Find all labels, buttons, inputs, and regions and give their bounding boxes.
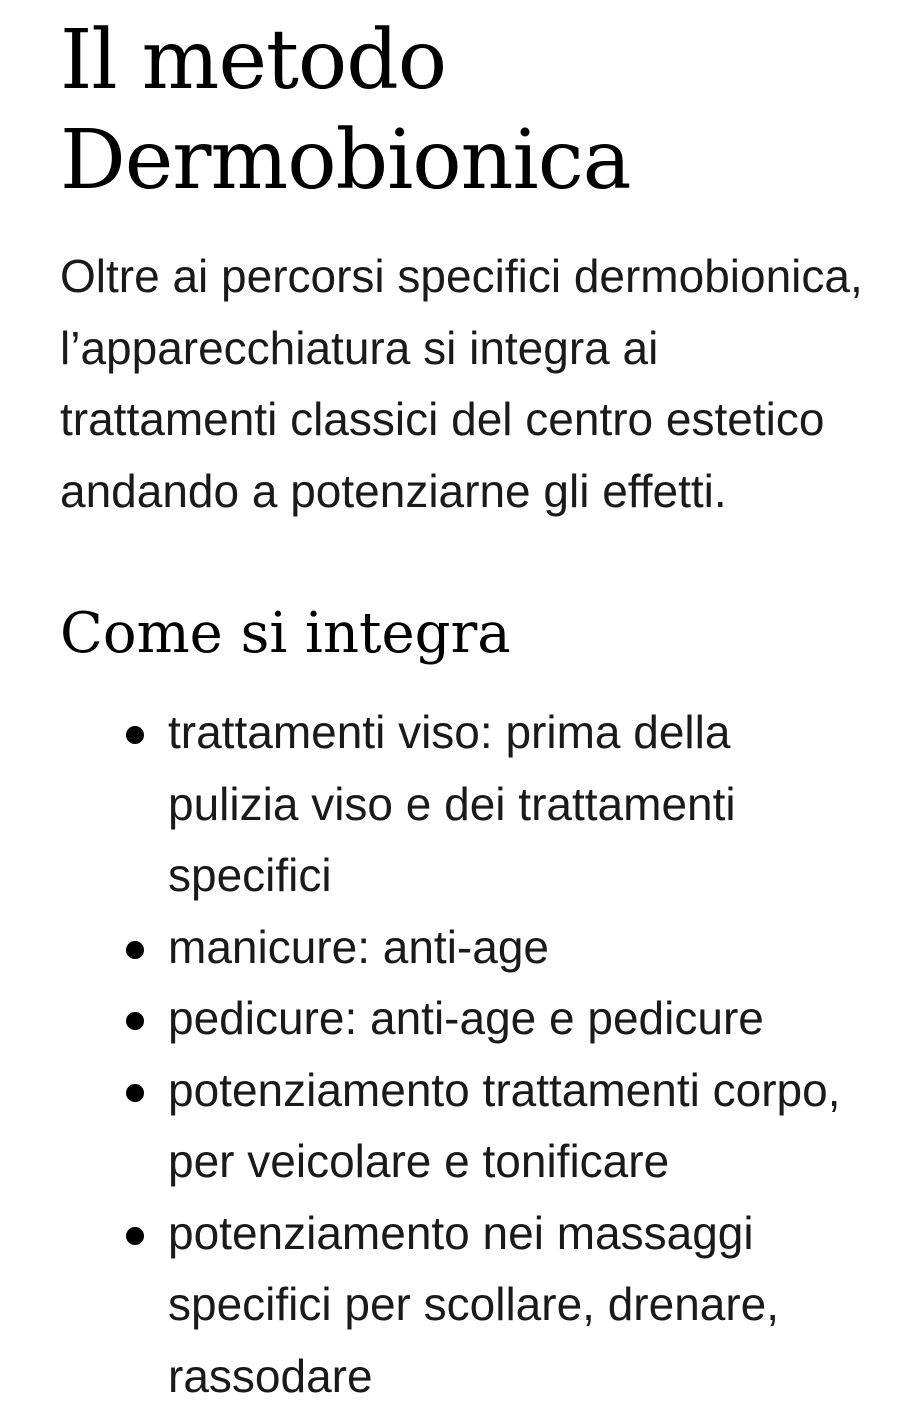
bullet-icon [126,726,144,744]
list-item [60,697,866,912]
integration-list [60,697,866,1404]
list-item [60,1055,866,1198]
list-item [60,912,866,984]
list-item-text: trattamenti viso: prima della pulizia viso e dei trattamenti specifici [168,706,736,902]
bullet-icon [126,1227,144,1245]
bullet-icon [126,941,144,959]
intro-paragraph: Oltre ai percorsi specifici dermobionica, l’apparecchiatura si integra ai trattamenti classici del centro estetico andando a potenziarne gli effetti. [60,250,863,517]
page-title: Il metodo Dermobionica [60,13,631,209]
list-item-text: potenziamento nei massaggi specifici per scollare, drenare, rassodare [168,1206,780,1402]
list-item-text: pedicure: anti-age e pedicure [168,992,764,1045]
list-item-text: manicure: anti-age [168,920,549,973]
list-item [60,1198,866,1404]
bullet-icon [126,1012,144,1030]
list-item-text: potenziamento trattamenti corpo, per veicolare e tonificare [168,1063,841,1188]
list-item [60,983,866,1055]
bullet-icon [126,1084,144,1102]
section-heading: Come si integra [60,601,511,667]
